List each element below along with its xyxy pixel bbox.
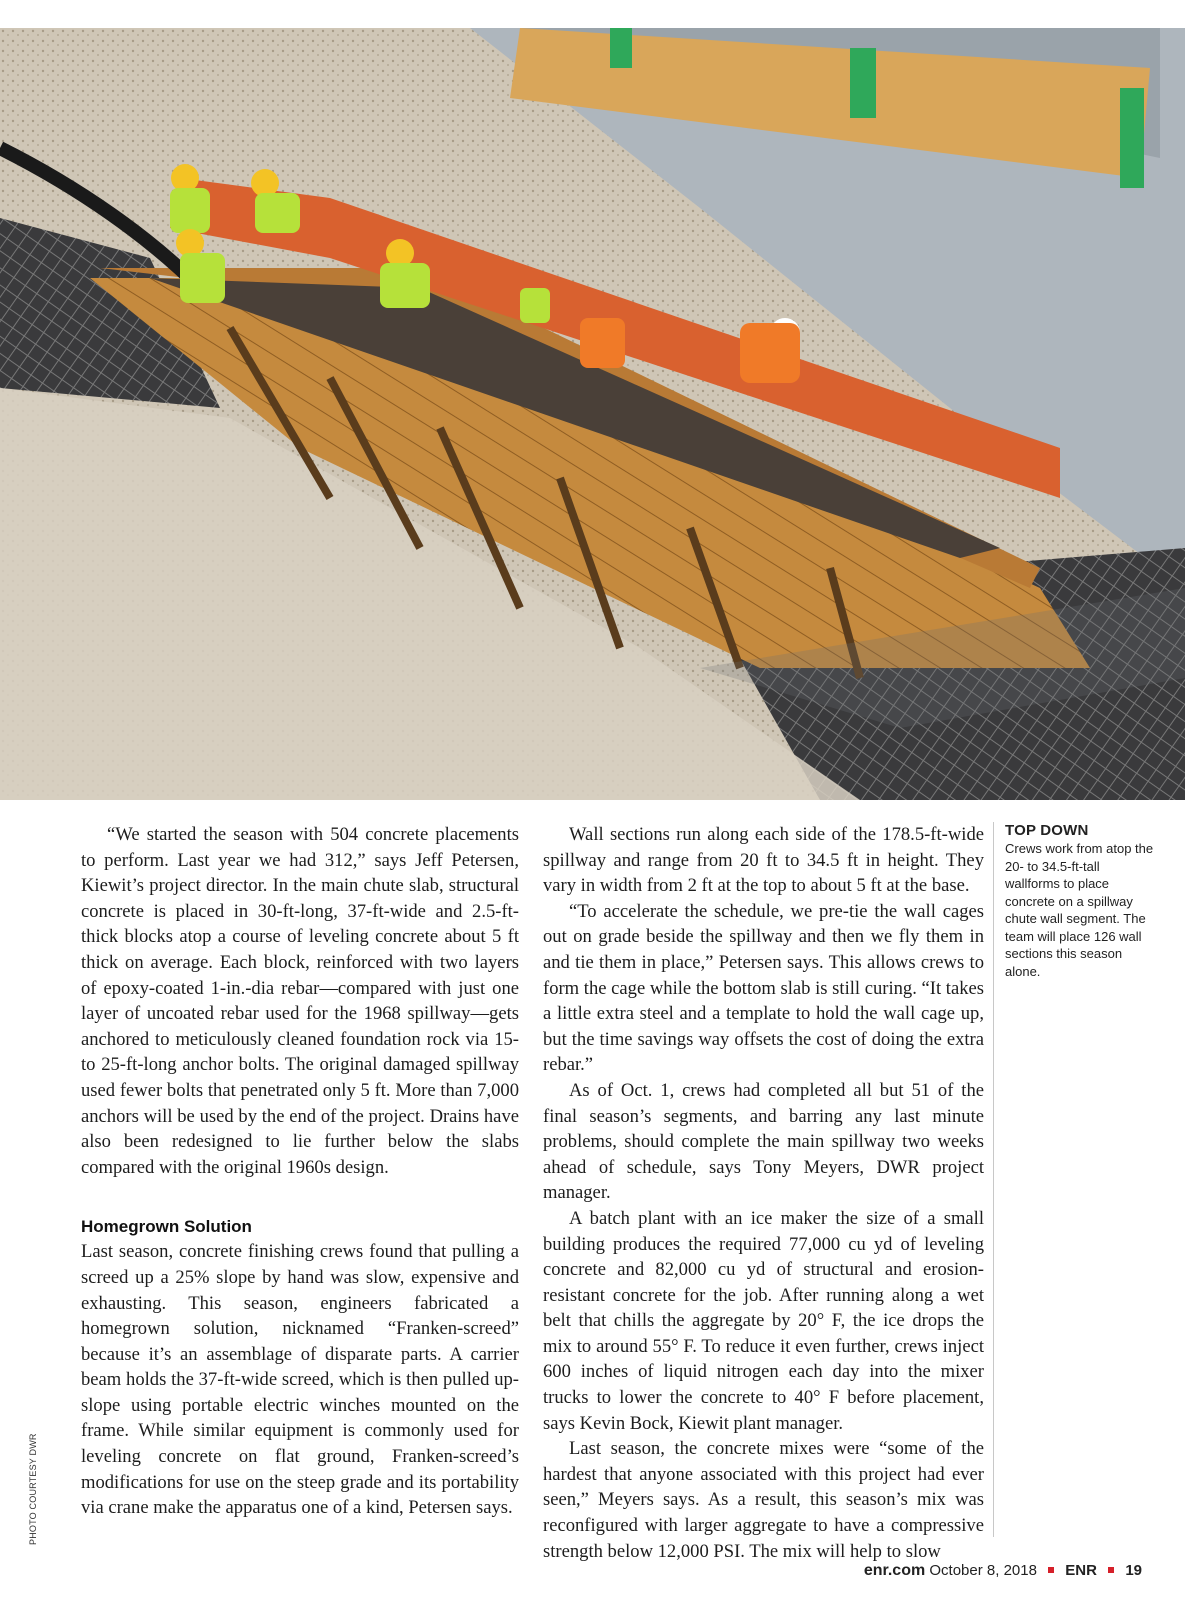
photo-caption (1005, 822, 1155, 980)
article-column-2 (543, 822, 984, 1564)
paragraph: A batch plant with an ice maker the size of a small building produces the required 77,000 cu yd of leveling concrete and 82,000 cu yd of structural and erosion-resistant concrete for the job. After running along a wet belt that chills the aggregate by 20° F, the ice drops the mix to around 55° F. To reduce it even further, crews inject 600 inches of liquid nitrogen each day into the mixer trucks to lower the concrete to 40° F before placement, says Kevin Bock, Kiewit plant manager. (543, 1207, 984, 1434)
footer-magazine: ENR (1065, 1562, 1097, 1579)
paragraph: Last season, the concrete mixes were “some of the hardest that anyone associated with this project had ever seen,” Meyers says. As a result, this season’s mix was reconfigured with larger aggregate to have a compressive strength below 12,000 PSI. The mix will help to slow (543, 1438, 984, 1562)
column-divider (993, 822, 994, 1537)
separator-square-icon (1048, 1567, 1054, 1573)
paragraph: Wall sections run along each side of the 178.5-ft-wide spillway and range from 20 ft to 34.5 ft in height. They vary in width from 2 ft at the top to about 5 ft at the base. (543, 824, 984, 897)
construction-photo-illustration (0, 28, 1185, 800)
photo-credit: PHOTO COURTESY DWR (28, 1433, 38, 1545)
paragraph: As of Oct. 1, crews had completed all but 51 of the final season’s segments, and barring any last minute problems, should complete the main spillway two weeks ahead of schedule, says Tony Meyers, DWR project manager. (543, 1079, 984, 1204)
page-number: 19 (1125, 1562, 1142, 1579)
separator-square-icon (1108, 1567, 1114, 1573)
hero-photo (0, 28, 1185, 800)
article-column-1 (81, 822, 519, 1521)
caption-body: Crews work from atop the 20- to 34.5-ft-tall wallforms to place concrete on a spillway chute wall segment. The team will place 126 wall sections this season alone. (1005, 841, 1154, 979)
paragraph: “To accelerate the schedule, we pre-tie the wall cages out on grade beside the spillway and then we fly them in and tie them in place,” Petersen says. This allows crews to form the cage while the bottom slab is still curing. “It takes a little extra steel and a template to hold the wall cage up, but the time savings way offsets the cost of doing the extra rebar.” (543, 900, 984, 1076)
caption-heading: TOP DOWN (1005, 822, 1089, 839)
page-footer (864, 1562, 1142, 1580)
subheading: Homegrown Solution (81, 1217, 252, 1237)
paragraph: Last season, concrete finishing crews found that pulling a screed up a 25% slope by hand was slow, expensive and exhausting. This season, engineers fabricated a homegrown solution, nicknamed “Franken-screed” because it’s an assemblage of disparate parts. A carrier beam holds the 37-ft-wide screed, which is then pulled up-slope using portable electric winches mounted on the frame. While similar equipment is commonly used for leveling concrete on flat ground, Franken-screed’s modifications for use on the steep grade and its portability via crane make the apparatus one of a kind, Petersen says. (81, 1241, 519, 1519)
footer-date: October 8, 2018 (929, 1562, 1037, 1579)
footer-site[interactable]: enr.com (863, 1562, 926, 1579)
paragraph: “We started the season with 504 concrete placements to perform. Last year we had 312,” says Jeff Petersen, Kiewit’s project director. In the main chute slab, structural concrete is placed in 30-ft-long, 37-ft-wide and 2.5-ft-thick blocks atop a course of leveling concrete about 5 ft thick on average. Each block, reinforced with two layers of epoxy-coated 1-in.-dia rebar—compared with just one layer of uncoated rebar used for the 1968 spillway—gets anchored to meticulously cleaned foundation rock via 15- to 25-ft-long anchor bolts. The original damaged spillway used fewer bolts that penetrated only 5 ft. More than 7,000 anchors will be used by the end of the project. Drains have also been redesigned to lie further below the slabs compared with the original 1960s design. (81, 824, 519, 1178)
